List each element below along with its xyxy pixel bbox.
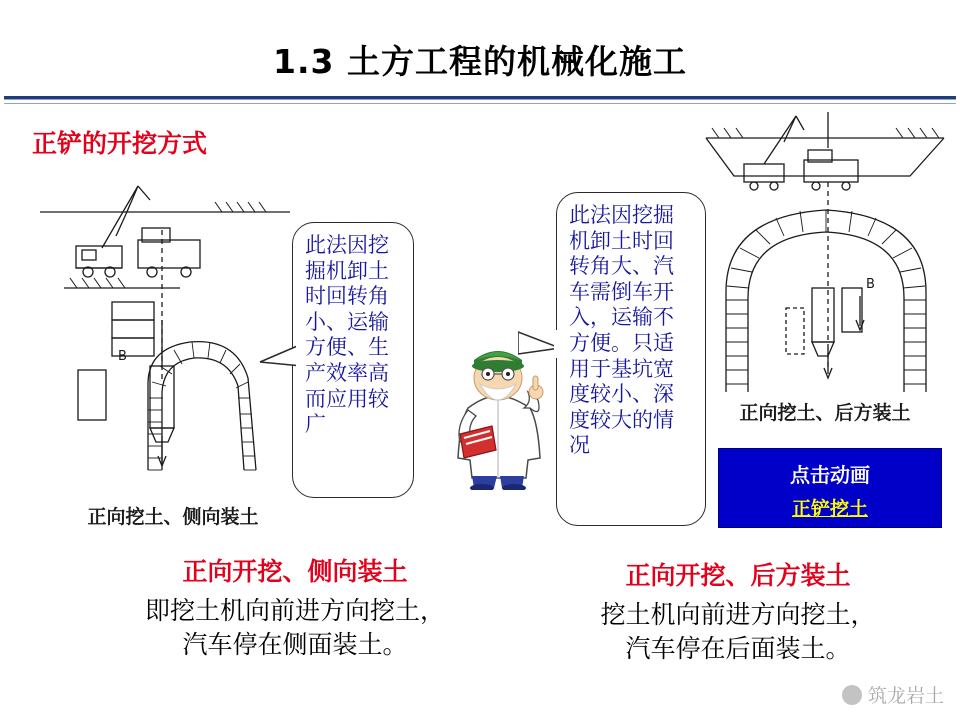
bottom-left-heading: 正向开挖、侧向装土	[182, 557, 408, 586]
figure-left-caption: 正向挖土、侧向装土	[87, 506, 259, 528]
figure-right-label-b: B	[866, 277, 875, 292]
watermark	[842, 681, 944, 708]
figure-right	[700, 112, 950, 422]
figure-right-drawing	[700, 112, 950, 422]
bottom-text-left	[60, 552, 530, 662]
animation-link[interactable]: 正铲挖土	[791, 498, 868, 520]
mascot-character	[440, 330, 558, 490]
bottom-left-line2: 汽车停在侧面装土。	[182, 629, 408, 659]
callout-left-tail	[256, 336, 302, 382]
animation-box[interactable]	[718, 448, 942, 528]
page-title: 1.3 土方工程的机械化施工	[273, 42, 687, 81]
title-divider	[4, 96, 956, 100]
figure-left-label-b: B	[118, 349, 127, 364]
bottom-text-right	[528, 556, 948, 666]
section-subtitle: 正铲的开挖方式	[32, 129, 208, 158]
callout-right: 此法因挖掘机卸土时回转角大、汽车需倒车开入，运输不方便。只适用于基坑宽度较小、深度较大的情况	[556, 192, 706, 526]
callout-left: 此法因挖掘机卸土时回转角小、运输方便、生产效率高而应用较广	[292, 222, 414, 498]
figure-right-caption: 正向挖土、后方装土	[739, 402, 911, 424]
watermark-logo-icon	[842, 685, 862, 705]
bottom-left-line1: 即挖土机向前进方向挖土，	[144, 596, 445, 625]
bottom-right-line1: 挖土机向前进方向挖土，	[600, 600, 876, 629]
bottom-right-line2: 汽车停在后面装土。	[625, 633, 851, 663]
bottom-right-heading: 正向开挖、后方装土	[625, 561, 851, 590]
watermark-text: 筑龙岩土	[867, 685, 944, 707]
title-divider-secondary	[4, 103, 956, 104]
animation-box-title: 点击动画	[790, 463, 870, 487]
